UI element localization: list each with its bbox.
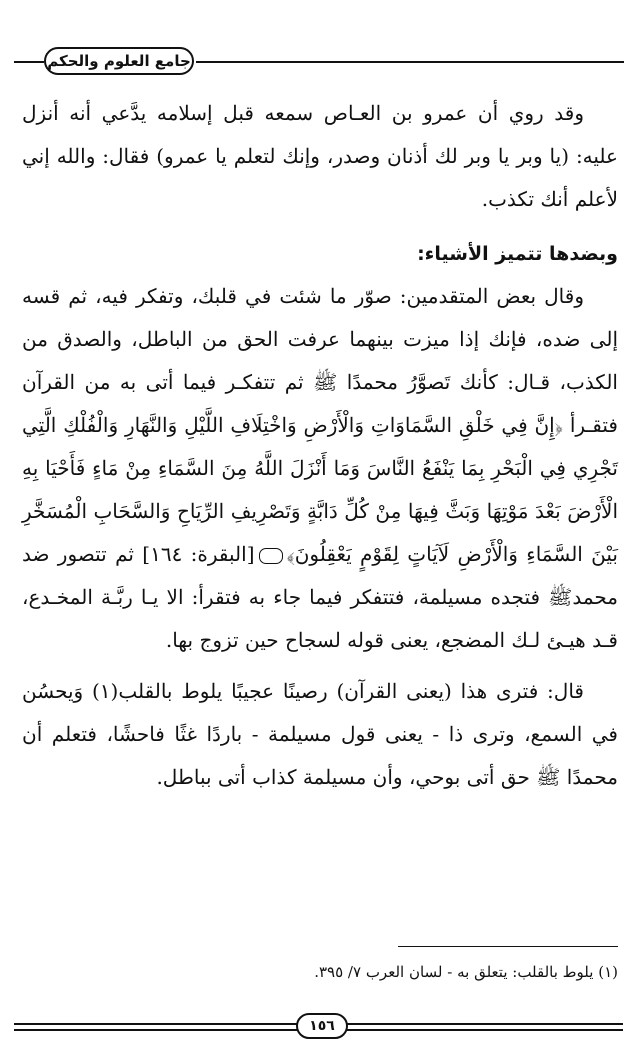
section-heading: وبضدها تتميز الأشياء: [417,243,618,265]
paragraph-2 [22,275,618,662]
footer-rule [347,1023,623,1025]
page-number-text: ١٥٦ [309,1018,335,1034]
footer-rule [347,1029,623,1031]
footer-rule [14,1029,297,1031]
book-title: جامع العلوم والحكم [47,52,191,70]
paragraph-1: وقد روي أن عمرو بن العـاص سمعه قبل إسلامه يدَّعي أنه أنزل عليه: (يا وبر يا وبر لك أذنان وصدر، وإنك لتعلم يا عمرو) فقال: والله إني لأعلم أنك تكذب. [22,101,618,211]
footnote: (١) يلوط بالقلب: يتعلق به - لسان العرب ٧/ ٣٩٥. [314,963,618,981]
ayah-end-icon [259,548,283,564]
quran-reference: [البقرة: ١٦٤] [142,542,255,566]
paragraph-4: قال: فترى هذا (يعنى القرآن) رصينًا عجيبًا يلوط بالقلب(١) وَيحسُن في السمع، وترى ذا - يعنى قول مسيلمة - باردًا غثًا فاحشًا، فتعلم أن محمدًا ﷺ حق أتى بوحي، وأن مسيلمة كذاب أتى بباطل. [22,679,618,789]
quran-verse: ﴿إِنَّ فِي خَلْقِ السَّمَاوَاتِ وَالْأَرْضِ وَاخْتِلَافِ اللَّيْلِ وَالنَّهَارِ وَالْفُلْكِ الَّتِي تَجْرِي فِي الْبَحْرِ بِمَا يَنْفَعُ النَّاسَ وَمَا أَنْزَلَ اللَّهُ مِنَ السَّمَاءِ مِنْ مَاءٍ فَأَحْيَا بِهِ الْأَرْضَ بَعْدَ مَوْتِهَا وَبَثَّ فِيهَا مِنْ كُلِّ دَابَّةٍ وَتَصْرِيفِ الرِّيَاحِ وَالسَّحَابِ الْمُسَخَّرِ بَيْنَ السَّمَاءِ وَالْأَرْضِ لَآيَاتٍ لِقَوْمٍ يَعْقِلُونَ﴾ [22,413,618,566]
running-header [44,47,194,75]
paragraph-2-text: وقال بعض المتقدمين: صوّر ما شئت في قلبك، وتفكر فيه، ثم قسه إلى ضده، فإنك إذا ميزت بينهما عرفت الحق من الباطل، والصدق من الكذب، قـال: كأنك تَصوَّرُ محمدًا ﷺ ثم تتفكـر فيما أتى به من القرآن فتقـرأ [22,284,618,437]
footer-rule [14,1023,297,1025]
page-number [296,1013,348,1039]
paragraph-3-text: ثم تتصور ضد محمدﷺ فتجده مسيلمة، فتتفكر فيما جاء به فتقرأ: الا يـا ربَّـة المخـدع، قـد هيـئ لـك المضجع، يعنى قوله لسجاح حين تزوج بها. [22,542,618,652]
header-rule-left [14,61,44,63]
header-rule-right [196,61,624,63]
main-text [22,92,618,799]
footnote-rule [398,946,618,947]
